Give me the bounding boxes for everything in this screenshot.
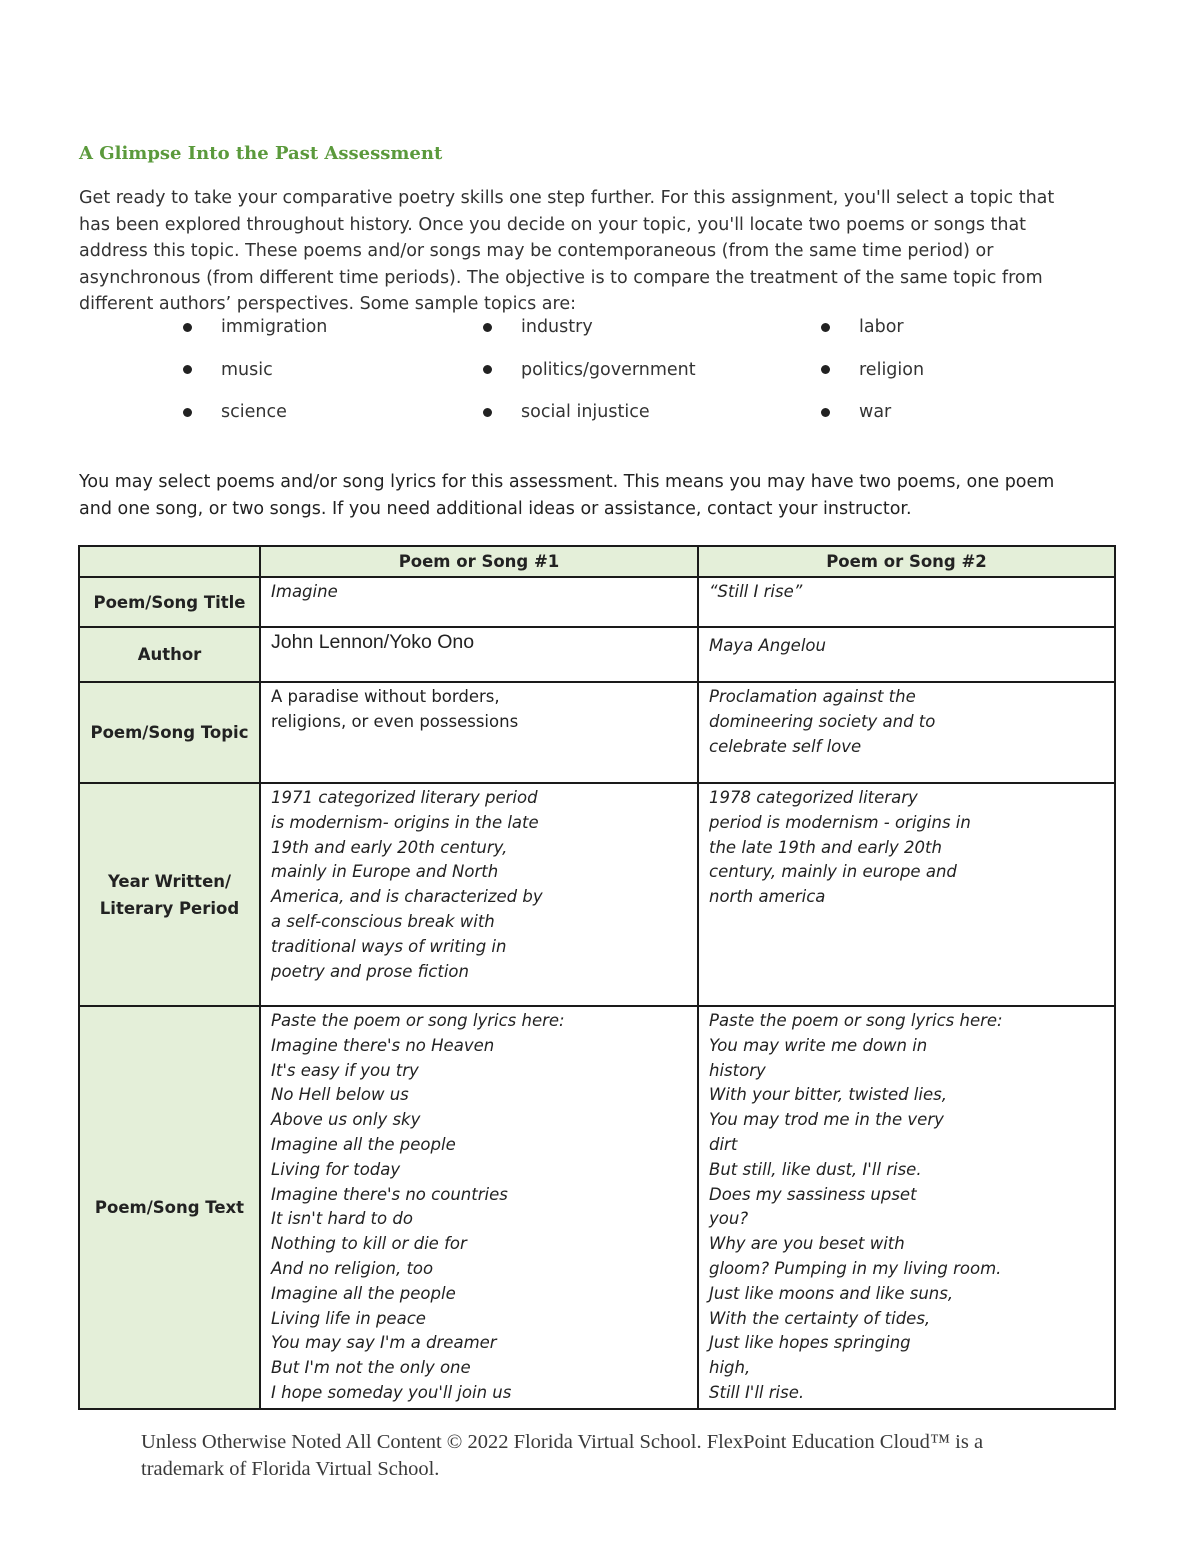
row-label-topic: Poem/Song Topic	[79, 682, 260, 783]
col-header-song1: Poem or Song #1	[260, 546, 698, 577]
topic-item: music	[183, 359, 483, 381]
row-label-author: Author	[79, 627, 260, 682]
bullet-icon	[183, 365, 192, 374]
table-header-row	[79, 546, 1115, 577]
bullet-icon	[183, 408, 192, 417]
table-row	[79, 577, 1115, 627]
bullet-icon	[821, 408, 830, 417]
bullet-icon	[483, 365, 492, 374]
row-label-title: Poem/Song Title	[79, 577, 260, 627]
song2-topic[interactable]: Proclamation against the domineering society and to celebrate self love	[698, 682, 1115, 783]
topic-item: labor	[821, 316, 1081, 338]
topic-item: religion	[821, 359, 1081, 381]
song2-period[interactable]: 1978 categorized literary period is modernism - origins in the late 19th and early 20th century, mainly in europe and north america	[698, 783, 1115, 1006]
table-row	[79, 783, 1115, 1006]
song1-topic[interactable]: A paradise without borders, religions, or even possessions	[260, 682, 698, 783]
bullet-icon	[821, 365, 830, 374]
bullet-icon	[821, 323, 830, 332]
row-label-period: Year Written/ Literary Period	[79, 783, 260, 1006]
song1-lyrics[interactable]: Paste the poem or song lyrics here: Imagine there's no Heaven It's easy if you try No Hell below us Above us only sky Imagine all the people Living for today Imagine there's no countries It isn't hard to do Nothing to kill or die for And no religion, too Imagine all the people Living life in peace You may say I'm a dreamer But I'm not the only one I hope someday you'll join us	[260, 1006, 698, 1409]
comparison-table	[78, 545, 1116, 1410]
copyright-footer: Unless Otherwise Noted All Content © 2022 Florida Virtual School. FlexPoint Education Cloud™ is a trademark of Florida Virtual School.	[141, 1431, 984, 1480]
table-row	[79, 627, 1115, 682]
table-row	[79, 1006, 1115, 1409]
song1-author[interactable]: John Lennon/Yoko Ono	[260, 627, 698, 682]
bullet-icon	[183, 323, 192, 332]
topic-item: immigration	[183, 316, 483, 338]
intro-paragraph: Get ready to take your comparative poetry skills one step further. For this assignment, you'll select a topic that has been explored throughout history. Once you decide on your topic, you'll locate two poems or songs that address this topic. These poems and/or songs may be contemporaneous (from the same time period) or asynchronous (from different time periods). The objective is to compare the treatment of the same topic from different authors’ perspectives. Some sample topics are:	[79, 188, 1055, 314]
song1-title[interactable]: Imagine	[260, 577, 698, 627]
sample-topics-list	[183, 316, 1083, 423]
song2-author[interactable]: Maya Angelou	[698, 627, 1115, 682]
corner-cell	[79, 546, 260, 577]
song2-lyrics[interactable]: Paste the poem or song lyrics here: You may write me down in history With your bitter, twisted lies, You may trod me in the very dirt But still, like dust, I'll rise. Does my sassiness upset you? Why are you beset with gloom? Pumping in my living room. Just like moons and like suns, With the certainty of tides, Just like hopes springing high, Still I'll rise.	[698, 1006, 1115, 1409]
topic-item: industry	[483, 316, 821, 338]
table-row	[79, 682, 1115, 783]
topic-item: war	[821, 401, 1081, 423]
row-label-text: Poem/Song Text	[79, 1006, 260, 1409]
col-header-song2: Poem or Song #2	[698, 546, 1115, 577]
selection-note: You may select poems and/or song lyrics for this assessment. This means you may have two poems, one poem and one song, or two songs. If you need additional ideas or assistance, contact your instructor.	[79, 472, 1055, 519]
bullet-icon	[483, 408, 492, 417]
song1-period[interactable]: 1971 categorized literary period is modernism- origins in the late 19th and early 20th century, mainly in Europe and North America, and is characterized by a self-conscious break with traditional ways of writing in poetry and prose fiction	[260, 783, 698, 1006]
topic-item: science	[183, 401, 483, 423]
bullet-icon	[483, 323, 492, 332]
topic-item: politics/government	[483, 359, 821, 381]
topic-item: social injustice	[483, 401, 821, 423]
page-title: A Glimpse Into the Past Assessment	[79, 143, 443, 164]
song2-title[interactable]: “Still I rise”	[698, 577, 1115, 627]
